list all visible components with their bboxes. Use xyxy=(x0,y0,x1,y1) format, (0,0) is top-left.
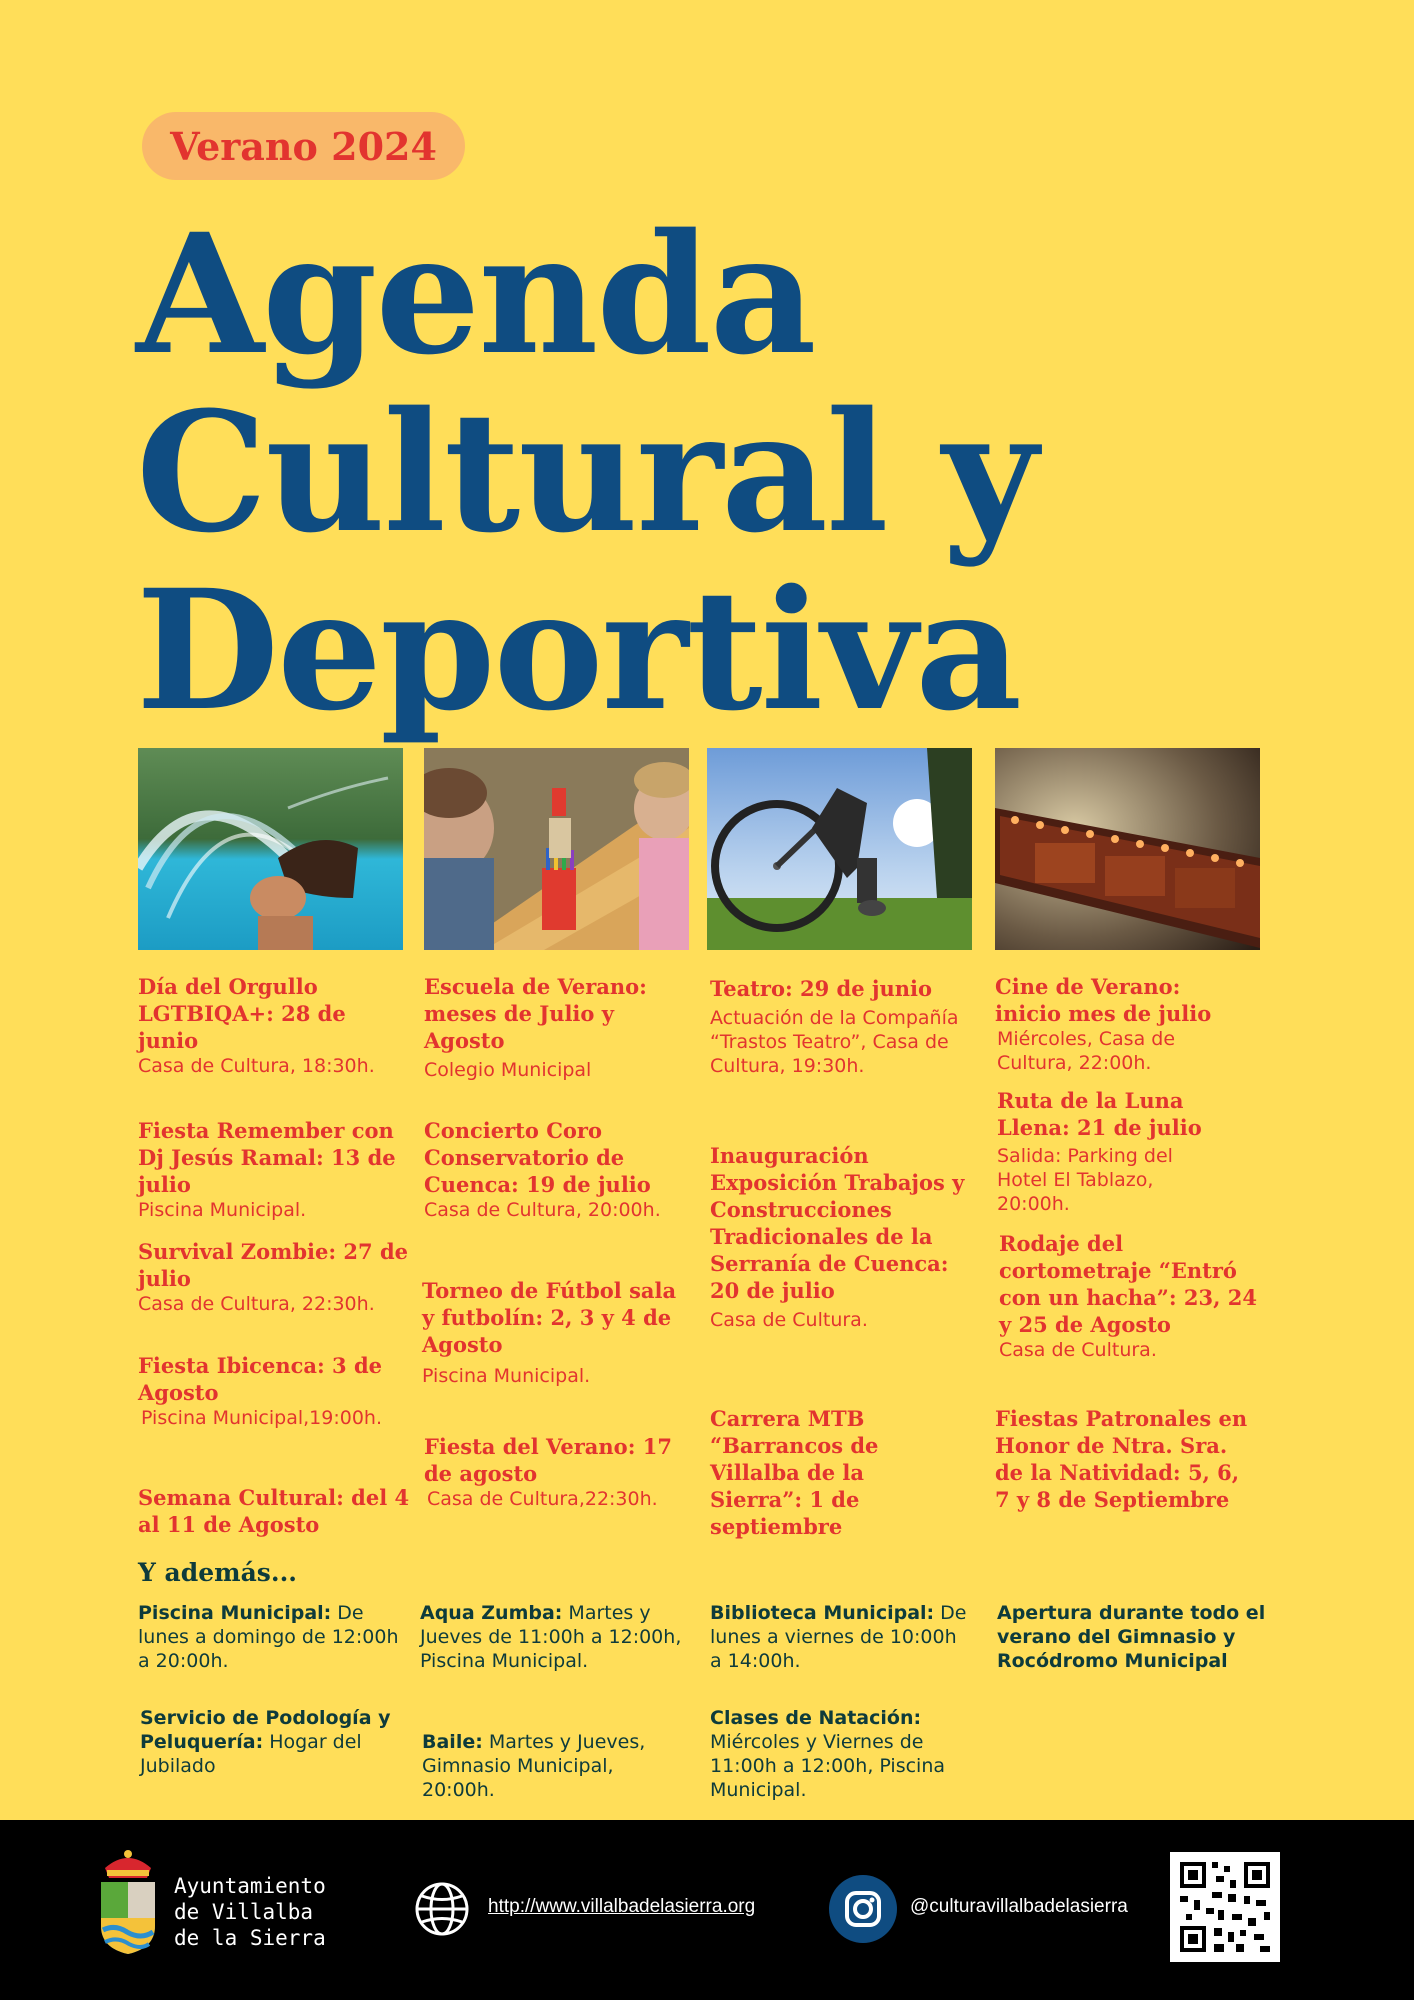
event-torneo-futbol xyxy=(422,1277,692,1388)
season-badge: Verano 2024 xyxy=(142,112,465,180)
event-detail: Actuación de la Compañía “Trastos Teatro”, Casa de Cultura, 19:30h. xyxy=(710,1007,959,1077)
mountain-bike-photo xyxy=(707,748,972,950)
event-title: Rodaje del cortometraje “Entró con un hacha”: 23, 24 y 25 de Agosto xyxy=(999,1231,1257,1337)
info-gimnasio xyxy=(997,1601,1267,1673)
event-orgullo xyxy=(138,973,408,1078)
event-title: Carrera MTB “Barrancos de Villalba de la Sierra”: 1 de septiembre xyxy=(710,1406,879,1539)
info-label: Aqua Zumba: xyxy=(420,1602,563,1624)
event-detail: Piscina Municipal. xyxy=(138,1199,307,1221)
info-text: Miércoles y Viernes de 11:00h a 12:00h, Piscina Municipal. xyxy=(710,1731,946,1801)
instagram-icon[interactable] xyxy=(828,1874,898,1944)
event-fiestas-patronales xyxy=(995,1405,1255,1513)
event-title: Teatro: 29 de junio xyxy=(710,976,933,1001)
film-strip-photo xyxy=(995,748,1260,950)
event-detail: Salida: Parking del Hotel El Tablazo, 20:00h. xyxy=(997,1145,1173,1215)
event-title: Torneo de Fútbol sala y futbolín: 2, 3 y 4 de Agosto xyxy=(422,1278,677,1357)
event-semana-cultural xyxy=(138,1484,413,1538)
footer-organization xyxy=(174,1873,326,1951)
event-exposicion xyxy=(710,1142,980,1332)
event-detail: Miércoles, Casa de Cultura, 22:00h. xyxy=(997,1028,1176,1074)
event-title: Escuela de Verano: meses de Julio y Agosto xyxy=(424,974,647,1053)
title-line-1: Agenda xyxy=(136,197,815,391)
event-escuela-verano xyxy=(424,973,694,1082)
event-detail: Piscina Municipal,19:00h. xyxy=(141,1407,383,1429)
event-title: Survival Zombie: 27 de julio xyxy=(138,1239,408,1291)
event-fiesta-verano xyxy=(424,1433,694,1511)
event-carrera-mtb xyxy=(710,1405,930,1540)
info-label: Apertura durante todo el verano del Gimnasio y Rocódromo Municipal xyxy=(997,1602,1266,1672)
event-remember xyxy=(138,1117,408,1222)
info-aqua-zumba xyxy=(420,1601,690,1673)
event-detail: Casa de Cultura, 18:30h. xyxy=(138,1055,375,1077)
hair-flip-pool-photo xyxy=(138,748,403,950)
event-title: Concierto Coro Conservatorio de Cuenca: 19 de julio xyxy=(424,1118,651,1197)
title-line-3: Deportiva xyxy=(136,553,1021,747)
event-title: Ruta de la Luna Llena: 21 de julio xyxy=(997,1088,1202,1140)
info-label: Biblioteca Municipal: xyxy=(710,1602,935,1624)
org-line-3: de la Sierra xyxy=(174,1926,326,1950)
event-detail: Casa de Cultura. xyxy=(999,1339,1157,1361)
info-natacion xyxy=(710,1706,980,1802)
event-title: Fiesta del Verano: 17 de agosto xyxy=(424,1434,672,1486)
org-line-1: Ayuntamiento xyxy=(174,1874,326,1898)
event-survival-zombie xyxy=(138,1238,408,1316)
event-detail: Piscina Municipal. xyxy=(422,1365,591,1387)
page-title xyxy=(136,197,1336,747)
info-text: Martes y Jueves de 11:00h a 12:00h, Piscina Municipal. xyxy=(420,1602,682,1672)
event-title: Día del Orgullo LGTBIQA+: 28 de junio xyxy=(138,974,346,1053)
info-label: Servicio de Podología y Peluquería: xyxy=(140,1707,391,1753)
globe-icon xyxy=(414,1881,470,1937)
event-ruta-luna xyxy=(997,1087,1227,1216)
org-line-2: de Villalba xyxy=(174,1900,314,1924)
event-rodaje xyxy=(999,1230,1269,1362)
event-detail: Casa de Cultura, 20:00h. xyxy=(424,1199,661,1221)
info-label: Piscina Municipal: xyxy=(138,1602,332,1624)
ademas-heading: Y además... xyxy=(138,1558,297,1587)
info-label: Clases de Natación: xyxy=(710,1707,922,1729)
coat-of-arms-icon xyxy=(97,1848,159,1956)
event-title: Semana Cultural: del 4 al 11 de Agosto xyxy=(138,1485,410,1537)
info-text: Hogar del Jubilado xyxy=(140,1731,362,1777)
event-concierto-coro xyxy=(424,1117,694,1222)
info-text: Martes y Jueves, Gimnasio Municipal, 20:00h. xyxy=(422,1731,646,1801)
event-title: Fiesta Ibicenca: 3 de Agosto xyxy=(138,1353,383,1405)
info-text: De lunes a viernes de 10:00h a 14:00h. xyxy=(710,1602,967,1672)
event-title: Inauguración Exposición Trabajos y Construcciones Tradicionales de la Serranía de Cuenca: 20 de julio xyxy=(710,1143,965,1303)
event-title: Cine de Verano: inicio mes de julio xyxy=(995,974,1212,1026)
event-title: Fiestas Patronales en Honor de Ntra. Sra. de la Natividad: 5, 6, 7 y 8 de Septiembre xyxy=(995,1406,1248,1512)
qr-code xyxy=(1170,1852,1280,1962)
website-link[interactable]: http://www.villalbadelasierra.org xyxy=(488,1896,756,1917)
title-line-2: Cultural y xyxy=(136,375,1036,569)
info-label: Baile: xyxy=(422,1731,483,1753)
info-text: De lunes a domingo de 12:00h a 20:00h. xyxy=(138,1602,399,1672)
event-cine-verano xyxy=(995,973,1225,1075)
children-drawing-photo xyxy=(424,748,689,950)
info-piscina xyxy=(138,1601,413,1673)
event-detail: Colegio Municipal xyxy=(424,1059,592,1081)
event-detail: Casa de Cultura. xyxy=(710,1309,868,1331)
event-teatro xyxy=(710,975,980,1078)
event-detail: Casa de Cultura,22:30h. xyxy=(427,1488,658,1510)
event-title: Fiesta Remember con Dj Jesús Ramal: 13 de julio xyxy=(138,1118,396,1197)
event-detail: Casa de Cultura, 22:30h. xyxy=(138,1293,375,1315)
info-biblioteca xyxy=(710,1601,970,1673)
info-baile xyxy=(422,1730,692,1802)
event-ibicenca xyxy=(138,1352,408,1430)
instagram-handle[interactable]: @culturavillalbadelasierra xyxy=(910,1896,1128,1917)
info-podologia xyxy=(140,1706,415,1778)
